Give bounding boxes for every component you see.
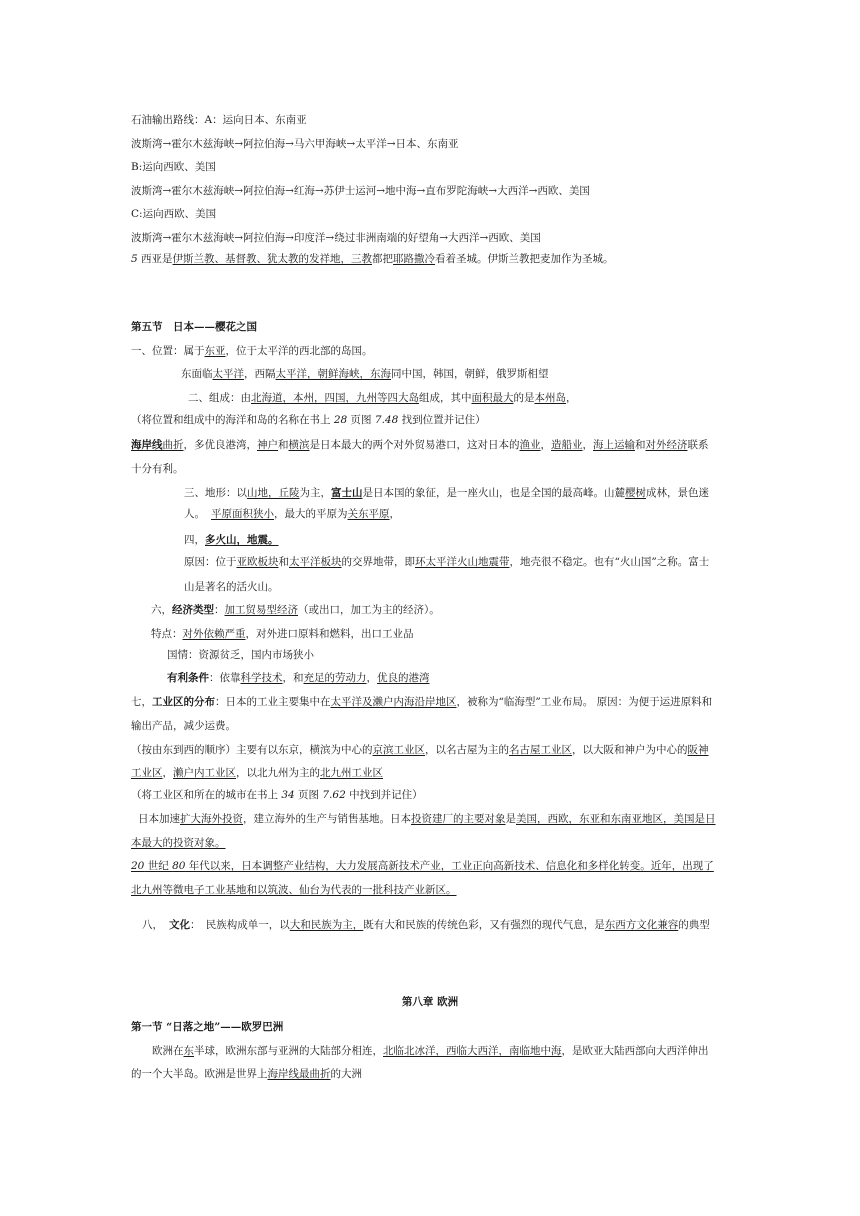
europe-paragraph-cont	[131, 1067, 362, 1081]
underlined-text: 平原面积狭小	[211, 508, 274, 520]
route-c-heading: C:运向西欧、美国	[131, 208, 217, 220]
europe-paragraph	[152, 1044, 709, 1058]
chapter-title: 第八章 欧洲	[401, 996, 459, 1008]
underlined-text: 东西方文化兼容	[604, 919, 679, 931]
text: 二、组成：由	[188, 392, 251, 404]
text: ，最大的平原为	[274, 508, 348, 520]
overseas-investment	[138, 812, 716, 826]
underlined-text: 美国，西欧，东亚和东南亚地区，美国是日	[516, 813, 716, 825]
underlined-text: 对外经济	[645, 439, 688, 451]
text: 都把	[372, 253, 394, 265]
bold-text: 文化	[169, 919, 190, 931]
oil-route-heading: 石油输出路线：A：运向日本、东南亚	[131, 114, 307, 126]
culture-line	[142, 918, 710, 932]
underlined-text: 环太平洋火山地震带	[415, 556, 510, 568]
text: 的是	[513, 392, 535, 404]
text: ，	[162, 767, 173, 779]
text: 六，	[151, 604, 172, 616]
underlined-text: 名古屋工业区	[509, 744, 572, 756]
text: ，多优良港湾，	[183, 439, 257, 451]
text: ：	[214, 604, 225, 616]
underlined-text: 东	[183, 1045, 194, 1057]
industrial-zones-cont	[131, 766, 383, 780]
text: 成林，景色迷	[646, 487, 709, 499]
volcano-reason-cont: 山是著名的活火山。	[184, 581, 279, 593]
text: 欧洲在	[152, 1045, 184, 1057]
text: 同中国，韩国，朝鲜，俄罗斯相望	[391, 368, 549, 380]
underlined-text: 扩大海外投资	[180, 813, 243, 825]
text: （将工业区和所在的城市在书上	[131, 789, 282, 801]
industry-distribution	[131, 695, 712, 709]
underlined-text: 加工贸易型经济	[224, 604, 298, 616]
bold-text: 工业区的分布	[152, 696, 215, 708]
text: ，被称为“临海型”工业布局。 原因：为便于运进原料和	[456, 696, 713, 708]
route-b-path: 波斯湾→霍尔木兹海峡→阿拉伯海→红海→苏伊士运河→地中海→直布罗陀海峡→大西洋→西欧、美国	[131, 185, 590, 197]
underlined-text: 多火山，地震。	[205, 534, 279, 546]
section-title-europe: 第一节 “日落之地”——欧罗巴洲	[131, 1021, 284, 1033]
underlined-text: 本州岛	[534, 392, 566, 404]
text: 半球，欧洲东部与亚洲的大陆部分相连，	[194, 1045, 383, 1057]
text: 看着圣城。伊斯兰教把麦加作为圣城。	[435, 253, 614, 265]
underlined-text: 海上运输	[593, 439, 635, 451]
page-number: 34	[281, 789, 295, 801]
economy-type	[151, 603, 440, 617]
text: ，	[582, 439, 593, 451]
note-industry-map	[131, 788, 423, 802]
text: 是	[505, 813, 516, 825]
text: 和	[635, 439, 646, 451]
text: ，和	[282, 672, 304, 684]
text: 是日本国的象征，是一座火山，也是全国的最高峰。山麓	[362, 487, 625, 499]
text: ，地壳很不稳定。也有“火山国”之称。富士	[509, 556, 710, 568]
text: 原因：位于	[184, 556, 237, 568]
text: 东面临	[181, 368, 213, 380]
industry-restructuring	[131, 859, 714, 873]
section-title-japan: 第五节 日本——樱花之国	[131, 321, 257, 333]
coastline-line	[131, 438, 709, 452]
japan-location	[131, 344, 373, 358]
terrain-line	[184, 486, 709, 500]
year-number: 20	[131, 860, 145, 872]
underlined-text: 北海道，本州，四国，九州等四大岛	[251, 392, 419, 404]
underlined-text: 濑户内工业区	[173, 767, 236, 779]
text: ，对外进口原料和燃料，出口工业品	[245, 628, 414, 640]
west-asia-religion-line	[131, 252, 614, 266]
underlined-text: 渔业	[519, 439, 541, 451]
note-map-location	[131, 413, 486, 427]
underlined-text: 京滨工业区	[372, 744, 425, 756]
favorable-conditions	[167, 671, 430, 685]
text: ，以名古屋为主的	[425, 744, 509, 756]
page-number: 28	[333, 414, 348, 426]
text: ，位于太平洋的西北部的岛国。	[225, 345, 373, 357]
text: 和	[278, 439, 289, 451]
item-number: 5	[131, 253, 138, 265]
industry-restructuring-cont: 北九州等微电子工业基地和以筑波、仙台为代表的一批科技产业新区。	[131, 884, 457, 896]
text: 中找到并记住）	[345, 789, 423, 801]
text: 的大洲	[330, 1068, 362, 1080]
underlined-text: 海岸线	[131, 439, 163, 451]
text: 一、位置：属于	[131, 345, 205, 357]
underlined-text: 造船业	[551, 439, 583, 451]
text: ，以大阪和神户为中心的	[572, 744, 688, 756]
coastline-line-cont: 十分有利。	[131, 463, 184, 475]
text: （或出口，加工为主的经济）。	[298, 604, 440, 616]
route-a-path: 波斯湾→霍尔木兹海峡→阿拉伯海→马六甲海峡→太平洋→日本、东南亚	[131, 138, 459, 150]
text: ：日本的工业主要集中在	[215, 696, 331, 708]
text: 人。	[184, 508, 205, 520]
underlined-text: 曲折	[162, 439, 184, 451]
text: ，	[366, 672, 377, 684]
underlined-text: 大和民族为主，	[289, 919, 364, 931]
underlined-text: 富士山	[331, 487, 363, 499]
text: 西亚是	[137, 253, 173, 265]
underlined-text: 面积最大	[471, 392, 514, 404]
underlined-text: 关东平原	[347, 508, 390, 520]
text: 页图	[347, 414, 375, 426]
text: 日本加速	[138, 813, 180, 825]
text: 既有大和民族的传统色彩，又有强烈的现代气息，是	[363, 919, 605, 931]
text: 年代以来，日本调整产业结构，大力发展高新技术产业，工业正向高新技术、信息化和多样化转变。近年，出现了	[185, 860, 714, 872]
text: ，	[540, 439, 551, 451]
text: 世纪	[144, 860, 173, 872]
underlined-text: 优良的港湾	[377, 672, 430, 684]
year-number: 80	[172, 860, 186, 872]
economy-features	[151, 627, 414, 641]
underlined-text: 北临北冰洋，西临大西洋，南临地中海	[383, 1045, 562, 1057]
text: 页图	[294, 789, 323, 801]
text: 和	[278, 556, 289, 568]
terrain-line-cont	[184, 507, 400, 521]
text: 的交界地带，即	[341, 556, 415, 568]
underlined-text: 投资建厂的主要对象	[411, 813, 506, 825]
bold-text: 有利条件	[167, 672, 209, 684]
figure-number: 7.62	[322, 789, 346, 801]
text: （将位置和组成中的海洋和岛的名称在书上	[131, 414, 334, 426]
underlined-text: 科学技术	[240, 672, 283, 684]
text: 八，	[142, 919, 163, 931]
volcano-reason	[184, 555, 709, 569]
text: 找到位置并记住）	[398, 414, 486, 426]
text: 四，	[184, 534, 205, 546]
industrial-zones	[131, 743, 709, 757]
text: ，	[389, 508, 400, 520]
text: 的典型	[678, 919, 710, 931]
underlined-text: 充足的劳动力	[303, 672, 367, 684]
underlined-text: 太平洋，朝鲜海峡，东海	[275, 368, 391, 380]
underlined-text: 耶路撒冷	[393, 253, 436, 265]
underlined-text: 樱树	[625, 487, 646, 499]
figure-number: 7.48	[374, 414, 399, 426]
underlined-text: 伊斯兰教、基督教、犹太教的发祥地，三教	[172, 253, 373, 265]
underlined-text: 山地，丘陵	[247, 487, 300, 499]
text: ，是欧亚大陆西部向大西洋伸出	[561, 1045, 709, 1057]
underlined-text: 海岸线最曲折	[267, 1068, 331, 1080]
text: 特点：	[151, 628, 183, 640]
underlined-text: 阪神	[687, 744, 709, 756]
national-conditions: 国情：资源贫乏，国内市场狭小	[167, 649, 314, 661]
text: ：依靠	[209, 672, 241, 684]
underlined-text: 工业区	[131, 767, 163, 779]
overseas-investment-cont: 本最大的投资对象。	[131, 837, 226, 849]
text: （按由东到西的顺序）主要有以东京，横滨为中心的	[131, 744, 373, 756]
text: 为主，	[299, 487, 331, 499]
text: 三、地形：以	[184, 487, 247, 499]
route-c-path: 波斯湾→霍尔木兹海峡→阿拉伯海→印度洋→绕过非洲南端的好望角→大西洋→西欧、美国	[131, 232, 541, 244]
text: ： 民族构成单一，以	[190, 919, 290, 931]
underlined-text: 太平洋及濑户内海沿岸地区	[330, 696, 457, 708]
japan-composition	[188, 391, 577, 405]
japan-neighbors	[181, 367, 549, 381]
text: 联系	[687, 439, 709, 451]
underlined-text: 横滨	[288, 439, 310, 451]
underlined-text: 神户	[257, 439, 278, 451]
text: ，以北九州为主的	[236, 767, 320, 779]
underlined-text: 太平洋	[212, 368, 244, 380]
bold-text: 经济类型	[172, 604, 214, 616]
text: 是日本最大的两个对外贸易港口，这对日本的	[309, 439, 520, 451]
underlined-text: 东亚	[204, 345, 226, 357]
industry-distribution-cont: 输出产品，减少运费。	[131, 720, 236, 732]
route-b-heading: B:运向西欧、美国	[131, 161, 216, 173]
text: 七，	[131, 696, 152, 708]
volcano-heading	[184, 533, 279, 547]
underlined-text: 对外依赖严重	[182, 628, 246, 640]
underlined-text: 北九州工业区	[320, 767, 383, 779]
text: 的一个大半岛。欧洲是世界上	[131, 1068, 268, 1080]
text: ，	[566, 392, 577, 404]
text: ，建立海外的生产与销售基地。日本	[243, 813, 411, 825]
text: ，西隔	[244, 368, 276, 380]
underlined-text: 太平洋板块	[289, 556, 342, 568]
underlined-text: 亚欧板块	[236, 556, 279, 568]
text: 组成，其中	[419, 392, 472, 404]
